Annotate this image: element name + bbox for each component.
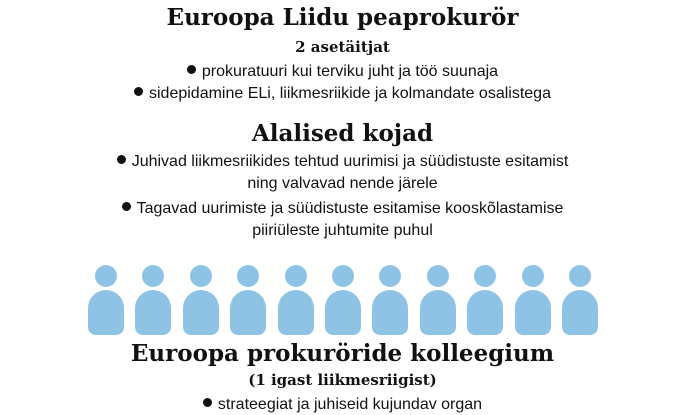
person-head bbox=[237, 265, 259, 287]
person-icon bbox=[88, 265, 124, 335]
person-body bbox=[515, 290, 551, 335]
chief-bullet-1 bbox=[0, 62, 685, 82]
person-icon bbox=[467, 265, 503, 335]
person-head bbox=[379, 265, 401, 287]
bullet-dot-icon bbox=[117, 155, 126, 164]
college-title: Euroopa prokuröride kolleegium bbox=[130, 340, 555, 367]
person-head bbox=[285, 265, 307, 287]
chief-bullet-text: sidepidamine ELi, liikmesriikide ja kolmandate osalistega bbox=[149, 85, 551, 102]
person-head bbox=[142, 265, 164, 287]
person-head bbox=[95, 265, 117, 287]
bullet-dot-icon bbox=[187, 65, 196, 74]
bullet-dot-icon bbox=[203, 398, 212, 407]
person-head bbox=[474, 265, 496, 287]
college-bullet-1 bbox=[0, 395, 685, 415]
person-head bbox=[190, 265, 212, 287]
person-head bbox=[522, 265, 544, 287]
person-body bbox=[230, 290, 266, 335]
deputies-label: 2 asetäitjat bbox=[295, 38, 390, 56]
bullet-dot-icon bbox=[134, 87, 143, 96]
college-bullet-text: strateegiat ja juhiseid kujundav organ bbox=[217, 396, 483, 413]
chambers-bullet-text: Juhivad liikmesriikides tehtud uurimisi ja süüdistuste esitamist bbox=[131, 153, 569, 170]
person-icon bbox=[325, 265, 361, 335]
chambers-bullet-1 bbox=[0, 152, 685, 172]
person-icon bbox=[278, 265, 314, 335]
person-icon bbox=[183, 265, 219, 335]
person-head bbox=[427, 265, 449, 287]
chambers-title: Alalised kojad bbox=[251, 120, 434, 147]
chambers-bullet-text: Tagavad uurimiste ja süüdistuste esitamise kooskõlastamise bbox=[136, 200, 564, 217]
person-icon bbox=[562, 265, 598, 335]
person-icon bbox=[372, 265, 408, 335]
college-note: (1 igast liikmesriigist) bbox=[248, 371, 437, 389]
person-body bbox=[467, 290, 503, 335]
person-body bbox=[420, 290, 456, 335]
chief-bullet-2 bbox=[0, 84, 685, 104]
chambers-bullet-2-cont: piiriüleste juhtumite puhul bbox=[252, 222, 433, 239]
chief-prosecutor-title: Euroopa Liidu peaprokurör bbox=[166, 4, 519, 31]
person-body bbox=[183, 290, 219, 335]
person-body bbox=[135, 290, 171, 335]
person-head bbox=[569, 265, 591, 287]
prosecutors-row bbox=[88, 265, 598, 335]
person-icon bbox=[135, 265, 171, 335]
person-icon bbox=[230, 265, 266, 335]
person-icon bbox=[515, 265, 551, 335]
person-body bbox=[325, 290, 361, 335]
chief-bullet-text: prokuratuuri kui terviku juht ja töö suunaja bbox=[201, 63, 499, 80]
person-body bbox=[88, 290, 124, 335]
person-head bbox=[332, 265, 354, 287]
person-icon bbox=[420, 265, 456, 335]
person-body bbox=[562, 290, 598, 335]
person-body bbox=[372, 290, 408, 335]
bullet-dot-icon bbox=[122, 202, 131, 211]
chambers-bullet-2 bbox=[0, 199, 685, 219]
chambers-bullet-1-cont: ning valvavad nende järele bbox=[247, 175, 438, 192]
person-body bbox=[278, 290, 314, 335]
